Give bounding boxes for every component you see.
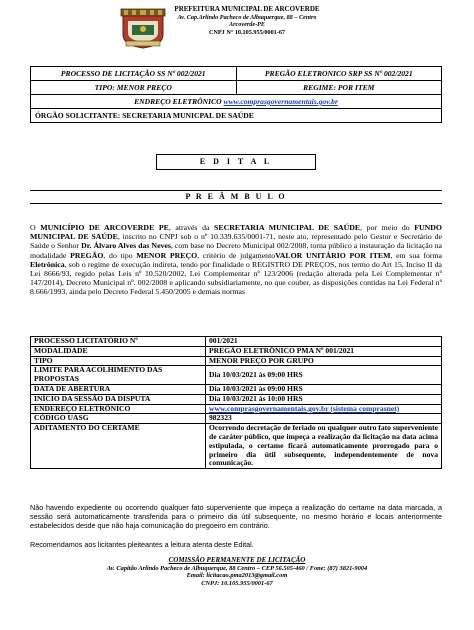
- row-label: TIPO: [31, 356, 206, 366]
- table-row: [31, 337, 442, 347]
- letterhead-title: PREFEITURA MUNICIPAL DE ARCOVERDE: [174, 5, 320, 13]
- regime-label: REGIME: POR ITEM: [236, 81, 442, 94]
- table-row: [31, 424, 442, 469]
- reading-recommendation: Recomendamos aos licitantes pleiteantes a leitura atenta deste Edital.: [30, 540, 254, 549]
- row-value: Dia 10/03/2021 às 09:00 HRS: [206, 384, 442, 394]
- table-row: [31, 394, 442, 404]
- row-value: MENOR PREÇO POR GRUPO: [206, 356, 442, 366]
- electronic-address-label: ENDREÇO ELETRÔNICO: [134, 97, 222, 106]
- pregao-number: PREGÃO ELETRONICO SRP SS Nº 002/2021: [236, 67, 442, 80]
- preamble-text: , por meio do: [360, 223, 415, 232]
- process-row: [31, 67, 441, 81]
- preamble-text: , critério de julgamento: [197, 250, 276, 260]
- row-label: LIMITE PARA ACOLHIMENTO DAS PROPOSTAS: [31, 366, 206, 385]
- letterhead-cnpj: CNPJ N° 10.105.955/0001-67: [208, 28, 286, 36]
- letterhead: [172, 6, 322, 36]
- row-value-link[interactable]: www.comprasgovernamentais.gov.br (sistema comprasnet): [206, 404, 442, 414]
- row-value: Dia 10/03/2021 às 10:00 HRS: [206, 394, 442, 404]
- municipal-crest-icon: [118, 7, 168, 49]
- table-row: [31, 404, 442, 414]
- row-value: PREGÃO ELETRÔNICO PMA Nº 001/2021: [206, 346, 442, 356]
- preamble-bold: Dr. Álvaro Alves das Neves: [81, 241, 171, 251]
- row-value: Ocorrendo decretação de feriado ou qualquer outro fato superveniente de caráter público, que impeça a realização da licitação na data acima estipulada, o certame ficará automaticamente prorrogado para o primeiro dia útil subsequente, independentemente de nova comunicação.: [206, 424, 442, 469]
- commission-address: Av. Capitão Arlindo Pacheco de Albuquerque, 88 Centro – CEP 56.505-460 / Fone: (87) 3821-9004: [106, 564, 368, 572]
- preamble-bold: Eletrônica: [30, 259, 65, 269]
- row-label: DATA DE ABERTURA: [31, 384, 206, 394]
- row-label: ADITAMENTO DO CERTAME: [31, 424, 206, 469]
- row-label: MODALIDADE: [31, 346, 206, 356]
- preamble-bold: MENOR PREÇO: [136, 250, 198, 260]
- row-value: 982323: [206, 414, 442, 424]
- table-row: [31, 366, 442, 385]
- row-value: 001/2021: [206, 337, 442, 347]
- edital-heading: E D I T A L: [156, 154, 316, 170]
- row-label: PROCESSO LICITATÓRIO Nº: [31, 337, 206, 347]
- preamble-bold: SECRETARIA MUNICIPAL DE SAÚDE: [214, 223, 361, 232]
- commission-cnpj: CNPJ: 10.105.955/0001-67: [201, 579, 273, 587]
- commission-footer: [100, 557, 374, 587]
- preamble-heading: P R E Â M B U L O: [30, 190, 442, 204]
- row-value: Dia 10/03/2021 às 09:00 HRS: [206, 366, 442, 385]
- preamble-paragraph: [30, 223, 442, 297]
- preamble-bold: MUNICÍPIO DE ARCOVERDE PE: [40, 223, 169, 232]
- requesting-agency: ÓRGÃO SOLICITANTE: SECRETARIA MUNICPAL DE SAÚDE: [35, 111, 254, 120]
- electronic-address: [31, 95, 441, 108]
- preamble-bold: FUNDO MUNICIPAL DE SAÚDE: [30, 223, 442, 242]
- process-info-box: [30, 66, 442, 123]
- postponement-notice: Não havendo expediente ou ocorrendo qualquer fato superveniente que impeça a realização do certame na data marcada, a sessão será automaticamente transferida para o primeiro dia útil subsequente, no mesmo horário e locais anteriormente estabelecidos desde que não haja comunicação do pregoeiro em contrário.: [30, 503, 442, 530]
- process-number: PROCESSO DE LICITAÇÃO SS Nº 002/2021: [60, 69, 206, 78]
- table-row: [31, 346, 442, 356]
- commission-email: Email: licitacao.pma2013@gmail.com: [186, 572, 288, 580]
- table-row: [31, 384, 442, 394]
- preamble-text: , sob o regime de execução indireta, tendo por finalidade o REGISTRO DE PREÇOS, nos termo do Art 15, Inciso II da Lei 8666/93, regido pelas Leis nº 10.520/2002, Lei Complementar nº 123/2006 (redação alterada pela Lei Complementar nº 147/2014), Decreto Municipal nº. 002/2008 e aplicando subsidiariamente, no que couber, as disposições contidas na Lei Federal nº 8.666/1993, ainda pelo Decreto Federal 5.450/2005 e demais normas: [30, 259, 442, 297]
- agency-row: [31, 109, 441, 122]
- commission-name: COMISSÃO PERMANENTE DE LICITAÇÃO: [168, 556, 306, 564]
- row-label: CÓDIGO UASG: [31, 414, 206, 424]
- letterhead-address: Av. Cap.Arlindo Pacheco de Albuquerque, 88 – Centro: [177, 13, 317, 21]
- preamble-text: O: [30, 223, 41, 232]
- letterhead-city: Arcoverde-PE: [228, 21, 266, 29]
- row-label: ENDEREÇO ELETRÔNICO: [31, 404, 206, 414]
- preamble-text: , através da: [168, 223, 215, 232]
- type-label: TIPO: MENOR PREÇO: [94, 83, 172, 92]
- preamble-bold: VALOR UNITÁRIO POR ITEM: [275, 250, 391, 260]
- preamble-text: , em sua forma: [390, 250, 442, 260]
- electronic-address-link[interactable]: www.comprasgovernamentais.gov.br: [223, 97, 338, 106]
- preamble-bold: PREGÃO: [70, 250, 104, 260]
- preamble-text: , com base no Decreto Municipal 002/2008, torna público a instauração da licitação na modalidade: [30, 241, 442, 260]
- row-label: INÍCIO DA SESSÃO DA DISPUTA: [31, 394, 206, 404]
- preamble-text: , do tipo: [103, 250, 137, 260]
- preamble-text: , inscrito no CNPJ sob o nº 10.339.635/0001-71, neste ato, representado pelo Gestor e Secretário de Saúde o Senhor: [30, 232, 443, 251]
- type-row: [31, 81, 441, 95]
- bidding-details-table: [30, 336, 442, 469]
- address-row: [31, 95, 441, 109]
